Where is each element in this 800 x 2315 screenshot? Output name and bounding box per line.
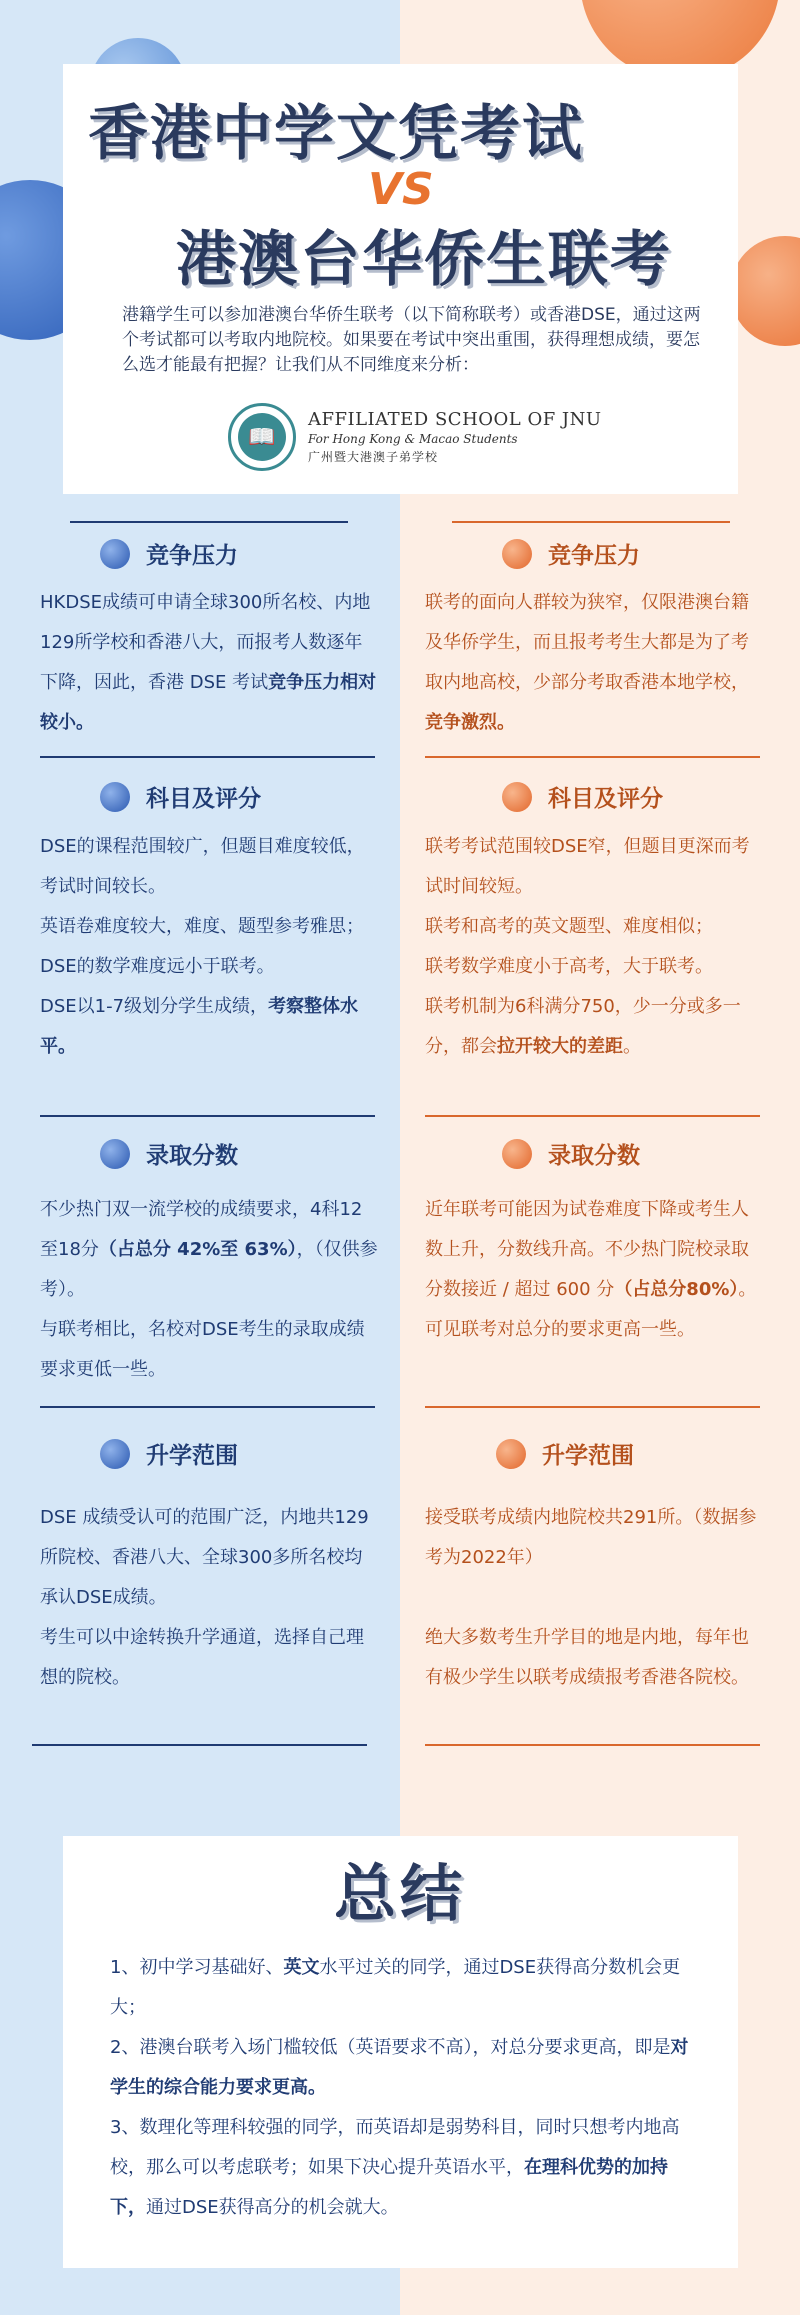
bullet-circle-icon [100,539,130,569]
section-heading-admission-left: 录取分数 [100,1137,238,1170]
summary-item-2: 2、港澳台联考入场门槛较低（英语要求不高），对总分要求更高，即是对学生的综合能力要求更高。 [110,2037,689,2098]
summary-text [110,1948,700,2228]
competition-joint-text: 联考的面向人群较为狭窄，仅限港澳台籍及华侨学生，而且报考考生大都是为了考取内地高校，少部分考取香港本地学校，竞争激烈。 [425,592,749,733]
bullet-circle-icon [502,1139,532,1169]
bullet-circle-icon [496,1439,526,1469]
section-heading-scope-right: 升学范围 [496,1437,634,1470]
bullet-circle-icon [100,782,130,812]
divider-right-2 [425,756,760,758]
divider-right-bottom [425,1744,760,1746]
school-emblem-icon: 📖 [228,403,296,471]
divider-left-2 [40,756,375,758]
section-heading-subjects-left: 科目及评分 [100,780,261,813]
summary-item-3: 3、数理化等理科较强的同学，而英语却是弱势科目，同时只想考内地高校，那么可以考虑联考；如果下决心提升英语水平，在理科优势的加持下，通过DSE获得高分的机会就大。 [110,2117,680,2218]
scope-joint-text: 接受联考成绩内地院校共291所。（数据参考为2022年） 绝大多数考生升学目的地是内地，每年也有极少学生以联考成绩报考香港各院校。 [425,1507,757,1688]
logo-chinese-name: 广州暨大港澳子弟学校 [308,450,439,464]
summary-item-1: 1、初中学习基础好、英文水平过关的同学，通过DSE获得高分数机会更大； [110,1957,681,2018]
section-heading-competition-right: 竞争压力 [502,537,640,570]
divider-right-4 [425,1406,760,1408]
divider-right-3 [425,1115,760,1117]
section-heading-competition-left: 竞争压力 [100,537,238,570]
logo-subtitle: For Hong Kong & Macao Students [308,432,518,446]
section-heading-subjects-right: 科目及评分 [502,780,663,813]
logo-english-name: AFFILIATED SCHOOL OF JNU [308,409,602,430]
divider-right-top [452,521,730,523]
subjects-joint-text: 联考考试范围较DSE窄，但题目更深而考试时间较短。 联考和高考的英文题型、难度相似； 联考数学难度小于高考，大于联考。 联考机制为6科满分750，少一分或多一分，都会拉开较大的差距。 [425,836,750,1057]
divider-left-3 [40,1115,375,1117]
intro-paragraph: 港籍学生可以参加港澳台华侨生联考（以下简称联考）或香港DSE，通过这两个考试都可以考取内地院校。如果要在考试中突出重围，获得理想成绩，要怎么选才能最有把握？让我们从不同维度来分析： [122,305,701,375]
scope-dse-text: DSE 成绩受认可的范围广泛，内地共129所院校、香港八大、全球300多所名校均承认DSE成绩。 考生可以中途转换升学通道，选择自己理想的院校。 [40,1507,369,1688]
admission-dse-text: 不少热门双一流学校的成绩要求，4科12至18分（占总分 42%至 63%），（仅供参考）。 与联考相比，名校对DSE考生的录取成绩要求更低一些。 [40,1199,378,1380]
divider-left-top [70,521,348,523]
divider-left-bottom [32,1744,367,1746]
subjects-dse-text: DSE的课程范围较广，但题目难度较低，考试时间较长。 英语卷难度较大，难度、题型参考雅思； DSE的数学难度远小于联考。 DSE以1-7级划分学生成绩，考察整体水平。 [40,836,365,1057]
bullet-circle-icon [100,1139,130,1169]
section-heading-scope-left: 升学范围 [100,1437,238,1470]
versus-label: VS [368,164,434,215]
admission-joint-text: 近年联考可能因为试卷难度下降或考生人数上升，分数线升高。不少热门院校录取分数接近 / 超过 600 分（占总分80%）。 可见联考对总分的要求更高一些。 [425,1199,757,1340]
competition-dse-text: HKDSE成绩可申请全球300所名校、内地129所学校和香港八大，而报考人数逐年下降，因此，香港 DSE 考试竞争压力相对较小。 [40,592,377,733]
school-logo [228,402,602,472]
bullet-circle-icon [502,782,532,812]
main-title-joint-exam: 港澳台华侨生联考 [176,225,672,295]
divider-left-4 [40,1406,375,1408]
main-title-dse: 香港中学文凭考试 [88,99,584,169]
section-heading-admission-right: 录取分数 [502,1137,640,1170]
bullet-circle-icon [100,1439,130,1469]
bullet-circle-icon [502,539,532,569]
summary-title: 总结 [333,1857,466,1930]
